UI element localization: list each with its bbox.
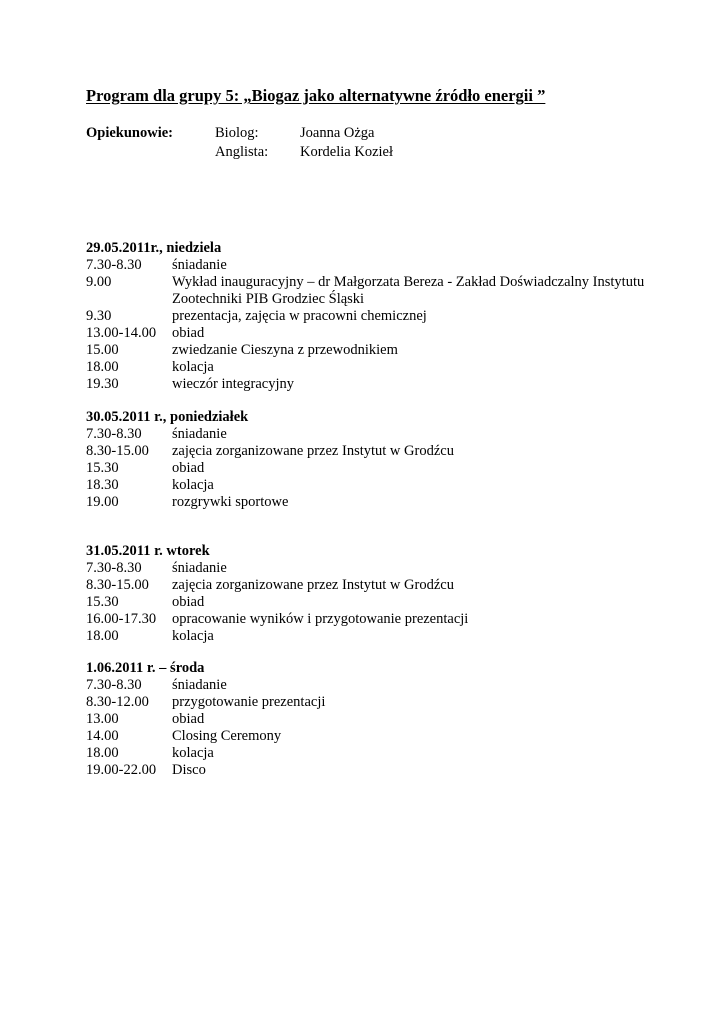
entry-time: 18.30: [86, 477, 119, 493]
schedule-entry: [86, 694, 706, 711]
entry-description: obiad: [172, 460, 205, 476]
schedule-entry: [86, 494, 706, 511]
schedule-entry: [86, 308, 706, 325]
day-heading: 31.05.2011 r. wtorek: [86, 543, 210, 559]
entry-time: 7.30-8.30: [86, 426, 142, 442]
entry-time: 15.00: [86, 342, 119, 358]
guardian-row: [86, 143, 686, 162]
schedule-entry: [86, 426, 706, 443]
entry-description: Closing Ceremony: [172, 728, 282, 744]
entry-description: przygotowanie prezentacji: [172, 694, 326, 710]
entry-description: śniadanie: [172, 426, 227, 442]
entry-description: kolacja: [172, 477, 214, 493]
entry-description: śniadanie: [172, 677, 227, 693]
entry-time: 8.30-15.00: [86, 577, 149, 593]
guardian-name: Kordelia Kozieł: [300, 144, 394, 160]
schedule-entry: [86, 594, 706, 611]
schedule-entry: [86, 577, 706, 594]
schedule-entry: [86, 359, 706, 376]
entry-description: obiad: [172, 325, 205, 341]
schedule-entry: [86, 443, 706, 460]
entry-description: zajęcia zorganizowane przez Instytut w Grodźcu: [172, 443, 454, 459]
entry-time: 19.00-22.00: [86, 762, 157, 778]
schedule-entry: [86, 611, 706, 628]
page-title: Program dla grupy 5: „Biogaz jako alternatywne źródło energii ”: [86, 86, 546, 105]
entry-time: 16.00-17.30: [86, 611, 157, 627]
entry-time: 8.30-15.00: [86, 443, 149, 459]
schedule-entry: [86, 477, 706, 494]
entry-time: 7.30-8.30: [86, 560, 142, 576]
entry-description: obiad: [172, 711, 205, 727]
entry-time: 9.30: [86, 308, 112, 324]
entry-description: prezentacja, zajęcia w pracowni chemicznej: [172, 308, 427, 324]
schedule-entry: [86, 762, 706, 779]
guardians-section: [86, 124, 686, 162]
entry-time: 18.00: [86, 359, 119, 375]
entry-description: śniadanie: [172, 560, 227, 576]
day-heading: 29.05.2011r., niedziela: [86, 240, 222, 256]
entry-description: obiad: [172, 594, 205, 610]
schedule-entry: [86, 677, 706, 694]
schedule-entry: [86, 257, 706, 274]
entry-description: śniadanie: [172, 257, 227, 273]
schedule-entry: [86, 325, 706, 342]
schedule-entry: [86, 342, 706, 359]
day-heading: 1.06.2011 r. – środa: [86, 660, 205, 676]
entry-time: 13.00-14.00: [86, 325, 157, 341]
entry-time: 9.00: [86, 274, 112, 290]
entry-description: kolacja: [172, 745, 214, 761]
guardian-role: Anglista:: [215, 144, 269, 160]
entry-time: 8.30-12.00: [86, 694, 149, 710]
entry-time: 7.30-8.30: [86, 677, 142, 693]
entry-description: kolacja: [172, 628, 214, 644]
guardian-role: Biolog:: [215, 125, 259, 141]
entry-time: 18.00: [86, 628, 119, 644]
day-section: [86, 409, 706, 511]
day-section: [86, 240, 706, 393]
schedule-entry: [86, 376, 706, 393]
entry-time: 18.00: [86, 745, 119, 761]
schedule-entry: [86, 274, 706, 308]
schedule-entry: [86, 460, 706, 477]
entry-description: kolacja: [172, 359, 214, 375]
schedule-entry: [86, 711, 706, 728]
entry-time: 7.30-8.30: [86, 257, 142, 273]
schedule-entry: [86, 560, 706, 577]
guardian-row: [86, 124, 686, 143]
guardian-name: Joanna Ożga: [300, 125, 375, 141]
entry-time: 15.30: [86, 460, 119, 476]
entry-description: rozgrywki sportowe: [172, 494, 289, 510]
entry-time: 15.30: [86, 594, 119, 610]
schedule-entry: [86, 745, 706, 762]
day-section: [86, 660, 706, 779]
entry-time: 19.00: [86, 494, 119, 510]
entry-description: opracowanie wyników i przygotowanie prezentacji: [172, 611, 469, 627]
guardians-label: Opiekunowie:: [86, 125, 174, 141]
entry-description: zajęcia zorganizowane przez Instytut w Grodźcu: [172, 577, 454, 593]
schedule-entry: [86, 628, 706, 645]
entry-time: 19.30: [86, 376, 119, 392]
entry-time: 14.00: [86, 728, 119, 744]
day-section: [86, 543, 706, 645]
entry-description: wieczór integracyjny: [172, 376, 294, 392]
entry-time: 13.00: [86, 711, 119, 727]
entry-description: Disco: [172, 762, 206, 778]
entry-description: Wykład inauguracyjny – dr Małgorzata Bereza - Zakład Doświadczalny Instytutu Zootechniki PIB Grodziec Śląski: [172, 274, 645, 307]
day-heading: 30.05.2011 r., poniedziałek: [86, 409, 249, 425]
schedule-entry: [86, 728, 706, 745]
entry-description: zwiedzanie Cieszyna z przewodnikiem: [172, 342, 398, 358]
